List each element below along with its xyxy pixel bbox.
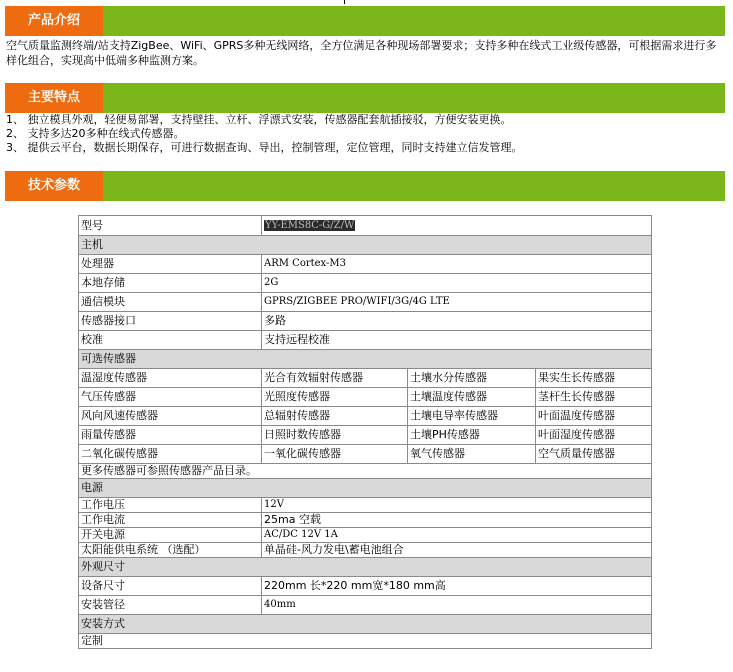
table-row: [79, 577, 652, 596]
sensor-cell: 总辐射传感器: [262, 407, 408, 426]
intro-paragraph: [6, 38, 724, 68]
sensor-cell: 光合有效辐射传感器: [262, 369, 408, 388]
row-value: 多路: [262, 312, 652, 331]
sensor-cell: 氧气传感器: [408, 445, 536, 464]
sensor-row: [79, 445, 652, 464]
feature-item-1: 1、 独立模具外观，轻便易部署，支持壁挂、立杆、浮漂式安装，传感器配套航插接驳，方便安装更换。: [6, 113, 512, 126]
row-value: 支持远程校准: [262, 331, 652, 350]
section-title-specs: 技术参数: [5, 171, 103, 201]
row-value: 单晶硅-风力发电\蓄电池组合: [262, 543, 652, 558]
group-title: 可选传感器: [79, 350, 652, 369]
row-label: 处理器: [79, 255, 262, 274]
row-value: 25ma 空载: [262, 513, 652, 528]
sensor-cell: 气压传感器: [79, 388, 262, 407]
table-row: [79, 464, 652, 479]
sensor-cell: 果实生长传感器: [536, 369, 652, 388]
sensor-cell: 叶面温度传感器: [536, 407, 652, 426]
table-row: [79, 255, 652, 274]
sensor-cell: 叶面湿度传感器: [536, 426, 652, 445]
sensor-cell: 一氧化碳传感器: [262, 445, 408, 464]
table-row: [79, 528, 652, 543]
group-header-host: [79, 236, 652, 255]
row-label: 工作电流: [79, 513, 262, 528]
sensor-cell: 光照度传感器: [262, 388, 408, 407]
top-edge-mark: [344, 0, 345, 4]
sensor-row: [79, 407, 652, 426]
row-label: 工作电压: [79, 498, 262, 513]
row-value: 220mm 长*220 mm宽*180 mm高: [262, 577, 652, 596]
intro-text: 空气质量监测终端/站支持ZigBee、WiFi、GPRS多种无线网络，全方位满足各种现场部署要求；支持多种在线式工业级传感器，可根据需求进行多样化组合，实现高中低端多种监测方案。: [6, 39, 717, 67]
group-header-sensors: [79, 350, 652, 369]
table-row: [79, 596, 652, 615]
row-label: 设备尺寸: [79, 577, 262, 596]
row-value: 12V: [262, 498, 652, 513]
table-row: [79, 498, 652, 513]
install-value: 定制: [79, 634, 652, 649]
row-value: 40mm: [262, 596, 652, 615]
row-label: 太阳能供电系统 （选配）: [79, 543, 262, 558]
model-value: YY-EMS8C-G/Z/W: [265, 220, 355, 231]
sensor-row: [79, 426, 652, 445]
row-label: 传感器接口: [79, 312, 262, 331]
row-value: ARM Cortex-M3: [262, 255, 652, 274]
section-bar-intro: [5, 6, 725, 36]
sensor-cell: 日照时数传感器: [262, 426, 408, 445]
row-label: 安装管径: [79, 596, 262, 615]
row-label: 开关电源: [79, 528, 262, 543]
sensor-note: 更多传感器可参照传感器产品目录。: [79, 464, 652, 479]
sensor-cell: 雨量传感器: [79, 426, 262, 445]
group-header-appearance: [79, 558, 652, 577]
row-value: 2G: [262, 274, 652, 293]
table-row: [79, 513, 652, 528]
sensor-cell: 茎杆生长传感器: [536, 388, 652, 407]
table-row: [79, 293, 652, 312]
sensor-cell: 二氧化碳传感器: [79, 445, 262, 464]
sensor-cell: 土壤水分传感器: [408, 369, 536, 388]
row-label: 本地存储: [79, 274, 262, 293]
group-title: 电源: [79, 479, 652, 498]
section-title-features: 主要特点: [5, 83, 103, 113]
table-row: [79, 312, 652, 331]
group-header-power: [79, 479, 652, 498]
sensor-cell: 土壤PH传感器: [408, 426, 536, 445]
feature-item-3: 3、 提供云平台，数据长期保存，可进行数据查询、导出，控制管理，定位管理，同时支持建立信发管理。: [6, 141, 523, 154]
section-title-intro: 产品介绍: [5, 6, 103, 36]
row-value: GPRS/ZIGBEE PRO/WIFI/3G/4G LTE: [262, 293, 652, 312]
row-value: AC/DC 12V 1A: [262, 528, 652, 543]
sensor-cell: 空气质量传感器: [536, 445, 652, 464]
sensor-cell: 温湿度传感器: [79, 369, 262, 388]
table-row: [79, 543, 652, 558]
group-title: 外观尺寸: [79, 558, 652, 577]
sensor-cell: 土壤电导率传感器: [408, 407, 536, 426]
group-title: 安装方式: [79, 615, 652, 634]
table-row: [79, 331, 652, 350]
model-label: 型号: [79, 216, 262, 236]
section-bar-specs: [5, 171, 725, 201]
row-label: 校准: [79, 331, 262, 350]
sensor-cell: 风向风速传感器: [79, 407, 262, 426]
group-header-install: [79, 615, 652, 634]
table-row: [79, 634, 652, 649]
row-label: 通信模块: [79, 293, 262, 312]
sensor-cell: 土壤温度传感器: [408, 388, 536, 407]
features-list: [6, 113, 724, 155]
sensor-row: [79, 369, 652, 388]
group-title: 主机: [79, 236, 652, 255]
spec-table: [78, 215, 652, 649]
feature-item-2: 2、 支持多达20多种在线式传感器。: [6, 127, 185, 140]
table-row: [79, 216, 652, 236]
section-bar-features: [5, 83, 725, 113]
sensor-row: [79, 388, 652, 407]
table-row: [79, 274, 652, 293]
